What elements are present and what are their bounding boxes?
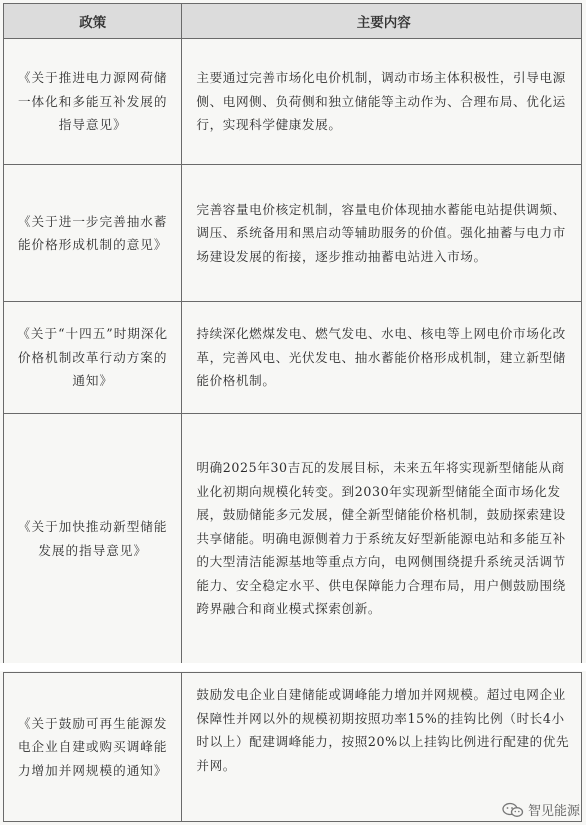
policy-title: 《关于加快推动新型储能发展的指导意见》 (17, 519, 168, 558)
table-row (3, 39, 582, 165)
wechat-icon (502, 802, 524, 818)
table-row (3, 302, 582, 414)
policy-content: 鼓励发电企业自建储能或调峰能力增加并网规模。超过电网企业保障性并网以外的规模初期按照功率15%的挂钩比例（时长4小时以上）配建调峰能力，按照20%以上挂钩比例进行配建的优先并网。 (196, 687, 570, 773)
policy-title: 《关于推进电力源网荷储一体化和多能互补发展的指导意见》 (17, 70, 168, 133)
policy-title: 《关于进一步完善抽水蓄能价格形成机制的意见》 (17, 213, 168, 252)
section-gap (0, 663, 586, 671)
policy-content: 明确2025年30吉瓦的发展目标，未来五年将实现新型储能从商业化初期向规模化转变。到2030年实现新型储能全面市场化发展，鼓励储能多元发展，健全新型储能价格机制，鼓励探索建设共享储能。明确电源侧着力于系统友好型新能源电站和多能互补的大型清洁能源基地等重点方向，电网侧围绕提升系统灵活调节能力、安全稳定水平、供电保障能力合理布局，用户侧鼓励围绕跨界融合和商业模式探索创新。 (196, 460, 566, 617)
watermark (502, 800, 580, 819)
table-row (3, 165, 582, 302)
policy-title: 《关于鼓励可再生能源发电企业自建或购买调峰能力增加并网规模的通知》 (17, 715, 168, 778)
policy-content: 持续深化燃煤发电、燃气发电、水电、核电等上网电价市场化改革，完善风电、光伏发电、抽水蓄能价格形成机制，建立新型储能价格机制。 (196, 326, 566, 389)
watermark-text: 智见能源 (527, 804, 580, 819)
policy-content: 完善容量电价核定机制，容量电价体现抽水蓄能电站提供调频、调压、系统备用和黑启动等辅助服务的价值。强化抽蓄与电力市场建设发展的衔接，逐步推动抽蓄电站进入市场。 (196, 201, 566, 264)
table-header (3, 3, 582, 39)
policy-title: 《关于“十四五”时期深化价格机制改革行动方案的通知》 (17, 326, 169, 389)
table-row (3, 414, 582, 664)
table-row (3, 672, 582, 822)
header-policy: 政策 (79, 15, 107, 31)
policy-content: 主要通过完善市场化电价机制，调动市场主体积极性，引导电源侧、电网侧、负荷侧和独立储能等主动作为、合理布局、优化运行，实现科学健康发展。 (196, 70, 566, 133)
header-content: 主要内容 (181, 4, 581, 38)
